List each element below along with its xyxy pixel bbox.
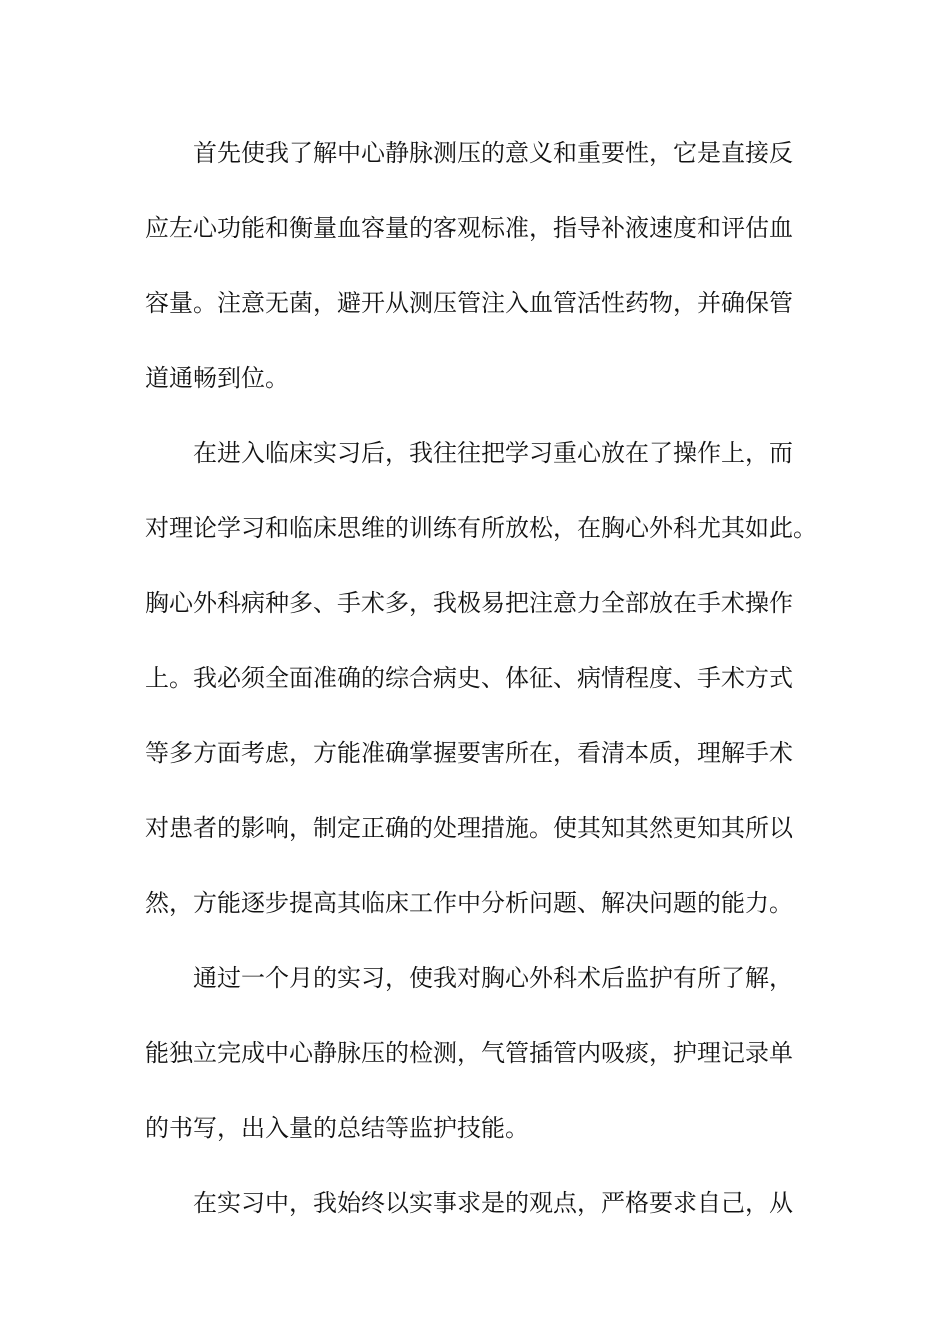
- text-line: 在进入临床实习后，我往往把学习重心放在了操作上，而: [193, 439, 793, 467]
- text-line: 应左心功能和衡量血容量的客观标准，指导补液速度和评估血: [145, 214, 793, 242]
- text-line: 然，方能逐步提高其临床工作中分析问题、解决问题的能力。: [145, 889, 793, 917]
- document-body: [145, 127, 817, 1252]
- text-line: 的书写，出入量的总结等监护技能。: [145, 1114, 529, 1142]
- text-line: 能独立完成中心静脉压的检测，气管插管内吸痰，护理记录单: [145, 1039, 793, 1067]
- text-line: 容量。注意无菌，避开从测压管注入血管活性药物，并确保管: [145, 289, 793, 317]
- text-line: 道通畅到位。: [145, 364, 289, 392]
- text-line: 对患者的影响，制定正确的处理措施。使其知其然更知其所以: [145, 814, 793, 842]
- text-line: 上。我必须全面准确的综合病史、体征、病情程度、手术方式: [145, 664, 793, 692]
- text-line: 在实习中，我始终以实事求是的观点，严格要求自己，从: [193, 1189, 793, 1217]
- text-line: 等多方面考虑，方能准确掌握要害所在，看清本质，理解手术: [145, 739, 793, 767]
- text-line: 通过一个月的实习，使我对胸心外科术后监护有所了解，: [193, 964, 793, 992]
- text-line: 首先使我了解中心静脉测压的意义和重要性，它是直接反: [193, 139, 793, 167]
- text-line: 胸心外科病种多、手术多，我极易把注意力全部放在手术操作: [145, 589, 793, 617]
- text-line: 对理论学习和临床思维的训练有所放松，在胸心外科尤其如此。: [145, 514, 817, 542]
